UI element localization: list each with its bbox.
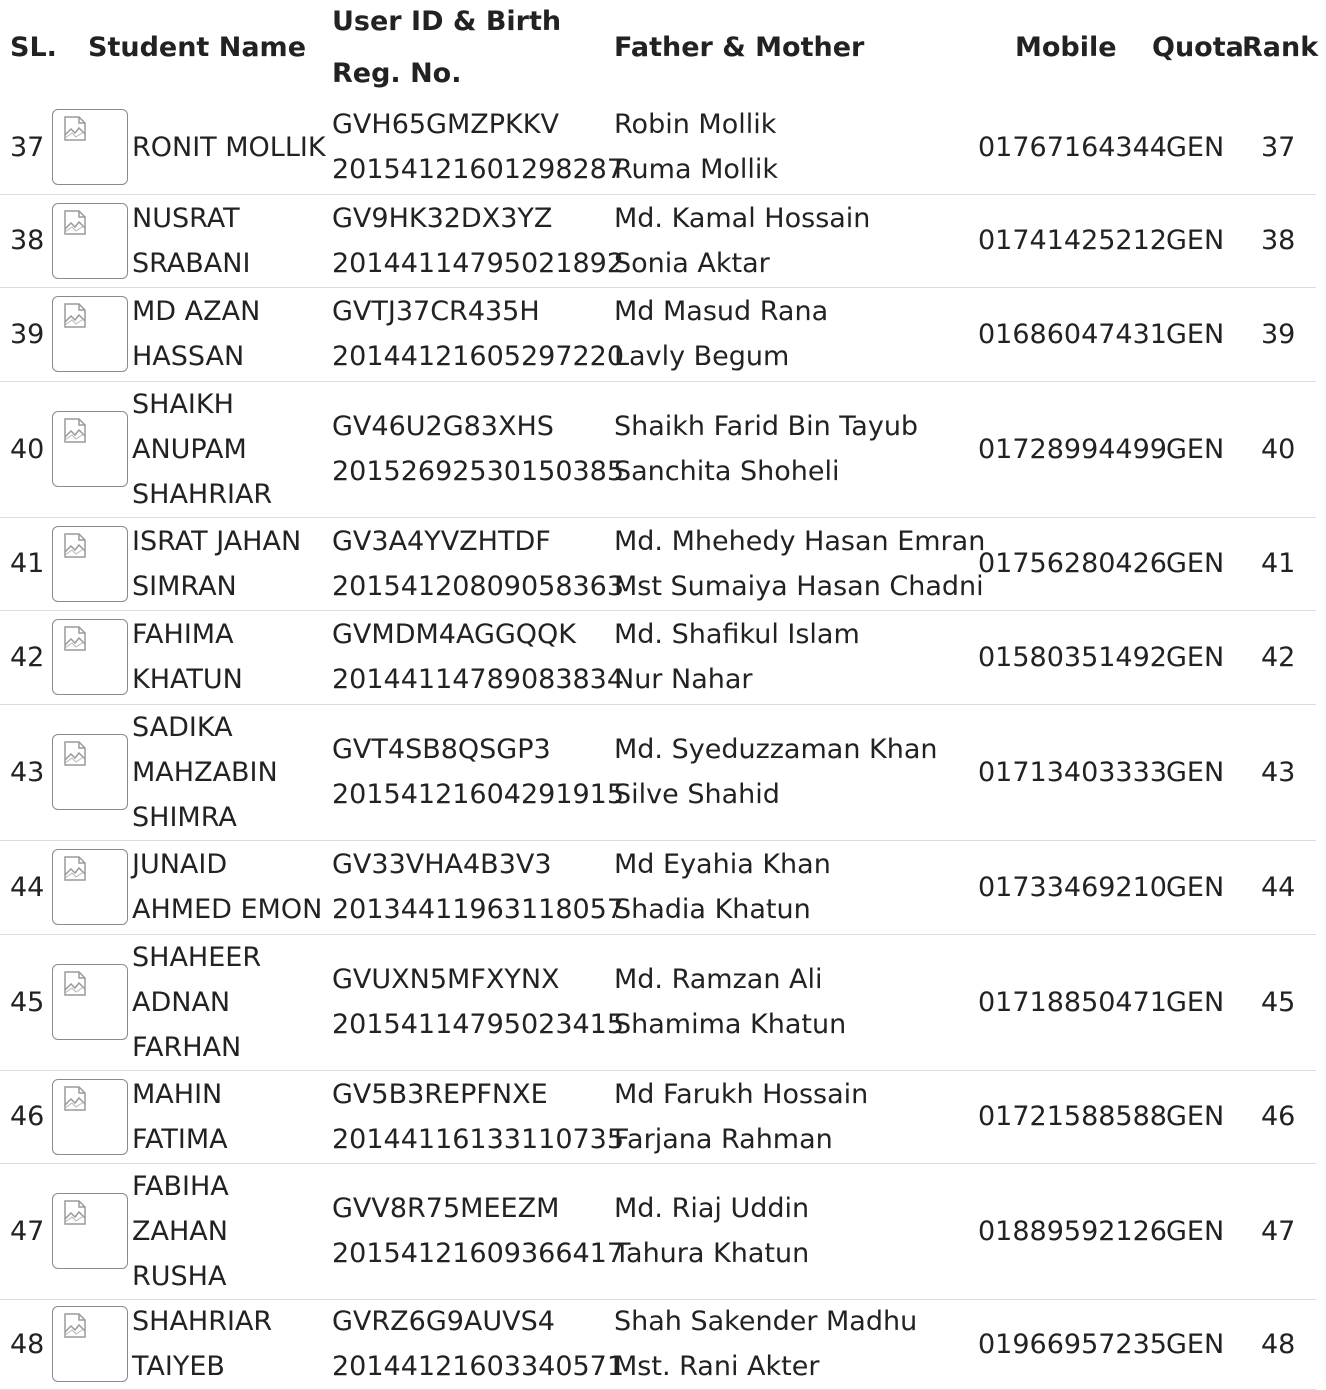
- student-name-line: RONIT MOLLIK: [132, 131, 326, 163]
- cell-sl: [10, 287, 44, 381]
- table-row: [0, 704, 1316, 841]
- header-quota: Quota: [1152, 32, 1244, 63]
- mother-name: Shadia Khatun: [614, 894, 811, 925]
- cell-father-mother: [614, 381, 918, 517]
- sl-value: 42: [10, 641, 45, 673]
- sl-value: 45: [10, 986, 45, 1018]
- table-row: [0, 1163, 1316, 1300]
- table-row: [0, 1070, 1316, 1164]
- cell-sl: [10, 704, 44, 840]
- quota-value: GEN: [1166, 433, 1225, 465]
- sl-value: 38: [10, 225, 45, 256]
- user-id: GVT4SB8QSGP3: [332, 734, 551, 765]
- quota-value: GEN: [1166, 1101, 1225, 1132]
- cell-user-id: [332, 934, 624, 1070]
- father-name: Md. Mhehedy Hasan Emran: [614, 525, 986, 557]
- mobile-number: 01713403333: [978, 756, 1167, 788]
- cell-sl: [10, 100, 44, 194]
- user-id: GVTJ37CR435H: [332, 296, 540, 327]
- cell-mobile: [978, 1070, 1167, 1163]
- header-student-name: Student Name: [88, 32, 307, 63]
- table-row: [0, 517, 1316, 611]
- mother-name: Shamima Khatun: [614, 1009, 847, 1040]
- cell-sl: [10, 517, 44, 610]
- table-row: [0, 934, 1316, 1071]
- cell-rank: [1261, 381, 1295, 517]
- cell-sl: [10, 840, 44, 934]
- birth-reg-no: 20144116133110735: [332, 1123, 625, 1155]
- cell-father-mother: [614, 100, 778, 194]
- broken-image-icon: [63, 533, 87, 559]
- mother-name: Mst. Rani Akter: [614, 1351, 820, 1382]
- quota-value: GEN: [1166, 131, 1225, 163]
- mother-name: Sanchita Shoheli: [614, 456, 840, 487]
- user-id: GVH65GMZPKKV: [332, 109, 559, 140]
- cell-user-id: [332, 381, 624, 517]
- cell-rank: [1261, 1299, 1295, 1389]
- mobile-number: 01966957235: [978, 1328, 1167, 1360]
- cell-student-name: [132, 840, 322, 934]
- cell-quota: [1166, 194, 1224, 287]
- cell-sl: [10, 1163, 44, 1299]
- father-name: Md Eyahia Khan: [614, 849, 831, 880]
- user-id: GV46U2G83XHS: [332, 411, 554, 442]
- rank-value: 47: [1261, 1215, 1296, 1247]
- cell-father-mother: [614, 287, 828, 381]
- student-photo: [52, 109, 128, 185]
- cell-student-name: [132, 100, 326, 194]
- student-name-line: SHIMRA: [132, 801, 237, 833]
- mother-name: Nur Nahar: [614, 664, 753, 695]
- cell-mobile: [978, 287, 1167, 381]
- student-photo: [52, 734, 128, 810]
- broken-image-icon: [63, 303, 87, 329]
- user-id: GV5B3REPFNXE: [332, 1078, 548, 1110]
- student-photo: [52, 1193, 128, 1269]
- broken-image-icon: [63, 418, 87, 444]
- cell-quota: [1166, 934, 1224, 1070]
- birth-reg-no: 20154121601298287: [332, 154, 625, 185]
- cell-mobile: [978, 517, 1167, 610]
- table-row: [0, 840, 1316, 935]
- cell-student-name: [132, 704, 278, 840]
- user-id: GVUXN5MFXYNX: [332, 964, 560, 995]
- cell-user-id: [332, 287, 624, 381]
- student-name-line: SHAHRIAR: [132, 478, 273, 510]
- student-name-line: SADIKA: [132, 711, 233, 743]
- quota-value: GEN: [1166, 871, 1225, 903]
- sl-value: 48: [10, 1328, 45, 1360]
- cell-quota: [1166, 1163, 1224, 1299]
- header-sl: SL.: [10, 32, 57, 63]
- cell-user-id: [332, 610, 624, 704]
- broken-image-icon: [63, 971, 87, 997]
- father-name: Md. Shafikul Islam: [614, 619, 860, 650]
- student-name-line: ISRAT JAHAN: [132, 525, 302, 557]
- student-name-line: TAIYEB: [132, 1351, 225, 1382]
- cell-father-mother: [614, 1299, 917, 1389]
- user-id: GVV8R75MEEZM: [332, 1193, 560, 1224]
- cell-mobile: [978, 100, 1167, 194]
- cell-student-name: [132, 934, 261, 1070]
- rank-value: 44: [1261, 871, 1296, 903]
- cell-user-id: [332, 194, 624, 287]
- mobile-number: 01756280426: [978, 548, 1167, 579]
- rank-value: 40: [1261, 433, 1296, 465]
- cell-user-id: [332, 100, 624, 194]
- user-id: GV33VHA4B3V3: [332, 849, 552, 880]
- birth-reg-no: 20152692530150385: [332, 456, 625, 487]
- student-photo: [52, 849, 128, 925]
- rank-value: 42: [1261, 641, 1296, 673]
- student-name-line: SIMRAN: [132, 570, 237, 602]
- broken-image-icon: [63, 626, 87, 652]
- student-name-line: FATIMA: [132, 1123, 228, 1155]
- cell-rank: [1261, 100, 1295, 194]
- student-photo: [52, 296, 128, 372]
- header-mobile: Mobile: [1015, 32, 1117, 63]
- cell-student-name: [132, 194, 250, 287]
- cell-student-name: [132, 1299, 272, 1389]
- cell-quota: [1166, 100, 1224, 194]
- mobile-number: 01728994499: [978, 433, 1167, 465]
- cell-student-name: [132, 287, 260, 381]
- birth-reg-no: 20144121605297220: [332, 341, 625, 372]
- header-father-mother: Father & Mother: [614, 32, 865, 63]
- mother-name: Farjana Rahman: [614, 1123, 833, 1155]
- cell-rank: [1261, 1070, 1295, 1163]
- user-id: GV3A4YVZHTDF: [332, 525, 551, 557]
- student-name-line: RUSHA: [132, 1260, 227, 1292]
- cell-mobile: [978, 704, 1167, 840]
- father-name: Md. Riaj Uddin: [614, 1193, 810, 1224]
- student-name-line: FAHIMA: [132, 619, 234, 650]
- table-row: [0, 381, 1316, 518]
- student-photo: [52, 964, 128, 1040]
- cell-father-mother: [614, 1163, 809, 1299]
- student-name-line: ZAHAN: [132, 1215, 228, 1247]
- father-name: Md. Ramzan Ali: [614, 964, 823, 995]
- quota-value: GEN: [1166, 548, 1225, 579]
- father-name: Robin Mollik: [614, 109, 777, 140]
- rank-value: 43: [1261, 756, 1296, 788]
- rank-value: 39: [1261, 318, 1296, 350]
- student-photo: [52, 411, 128, 487]
- cell-quota: [1166, 517, 1224, 610]
- cell-sl: [10, 1299, 44, 1389]
- student-name-line: ANUPAM: [132, 433, 247, 465]
- quota-value: GEN: [1166, 1215, 1225, 1247]
- father-name: Shah Sakender Madhu: [614, 1306, 918, 1337]
- table-row: [0, 100, 1316, 195]
- sl-value: 46: [10, 1101, 45, 1132]
- mother-name: Sonia Aktar: [614, 247, 770, 279]
- father-name: Md. Syeduzzaman Khan: [614, 734, 938, 765]
- birth-reg-no: 20154121604291915: [332, 779, 625, 810]
- cell-student-name: [132, 1070, 228, 1163]
- sl-value: 47: [10, 1215, 45, 1247]
- student-name-line: JUNAID: [132, 849, 228, 880]
- quota-value: GEN: [1166, 641, 1225, 673]
- student-name-line: SRABANI: [132, 247, 251, 279]
- student-name-line: ADNAN: [132, 986, 231, 1018]
- cell-sl: [10, 194, 44, 287]
- cell-user-id: [332, 1163, 624, 1299]
- sl-value: 40: [10, 433, 45, 465]
- father-name: Md. Kamal Hossain: [614, 202, 871, 234]
- cell-quota: [1166, 287, 1224, 381]
- mobile-number: 01718850471: [978, 986, 1167, 1018]
- student-photo: [52, 619, 128, 695]
- student-name-line: SHAHEER: [132, 941, 262, 973]
- mobile-number: 01733469210: [978, 871, 1167, 903]
- student-photo: [52, 526, 128, 602]
- quota-value: GEN: [1166, 1328, 1225, 1360]
- quota-value: GEN: [1166, 225, 1225, 256]
- student-name-line: MD AZAN: [132, 296, 261, 327]
- father-name: Shaikh Farid Bin Tayub: [614, 411, 919, 442]
- quota-value: GEN: [1166, 756, 1225, 788]
- student-name-line: AHMED EMON: [132, 894, 323, 925]
- mother-name: Mst Sumaiya Hasan Chadni: [614, 570, 984, 602]
- student-name-line: FABIHA: [132, 1170, 229, 1202]
- student-photo: [52, 1079, 128, 1155]
- father-name: Md Masud Rana: [614, 296, 829, 327]
- cell-student-name: [132, 610, 243, 704]
- rank-value: 45: [1261, 986, 1296, 1018]
- mother-name: Lavly Begum: [614, 341, 790, 372]
- sl-value: 37: [10, 131, 45, 163]
- student-name-line: HASSAN: [132, 341, 245, 372]
- student-name-line: MAHZABIN: [132, 756, 278, 788]
- cell-mobile: [978, 194, 1167, 287]
- quota-value: GEN: [1166, 318, 1225, 350]
- student-photo: [52, 1306, 128, 1382]
- header-user-id-line2: Reg. No.: [332, 58, 462, 89]
- cell-rank: [1261, 934, 1295, 1070]
- broken-image-icon: [63, 1313, 87, 1339]
- cell-sl: [10, 934, 44, 1070]
- student-name-line: SHAHRIAR: [132, 1306, 273, 1337]
- rank-value: 41: [1261, 548, 1296, 579]
- broken-image-icon: [63, 116, 87, 142]
- mother-name: Silve Shahid: [614, 779, 780, 810]
- cell-user-id: [332, 1299, 624, 1389]
- cell-user-id: [332, 1070, 624, 1163]
- student-name-line: SHAIKH: [132, 388, 234, 420]
- cell-user-id: [332, 704, 624, 840]
- cell-father-mother: [614, 1070, 868, 1163]
- broken-image-icon: [63, 210, 87, 236]
- cell-quota: [1166, 381, 1224, 517]
- birth-reg-no: 20144114795021892: [332, 247, 625, 279]
- mobile-number: 01741425212: [978, 225, 1167, 256]
- student-name-line: MAHIN: [132, 1078, 223, 1110]
- sl-value: 39: [10, 318, 45, 350]
- quota-value: GEN: [1166, 986, 1225, 1018]
- cell-rank: [1261, 517, 1295, 610]
- cell-father-mother: [614, 517, 985, 610]
- mobile-number: 01686047431: [978, 318, 1167, 350]
- father-name: Md Farukh Hossain: [614, 1078, 869, 1110]
- mother-name: Ruma Mollik: [614, 154, 779, 185]
- mobile-number: 01767164344: [978, 131, 1167, 163]
- broken-image-icon: [63, 1086, 87, 1112]
- cell-father-mother: [614, 840, 831, 934]
- cell-student-name: [132, 1163, 229, 1299]
- cell-mobile: [978, 840, 1167, 934]
- mobile-number: 01721588588: [978, 1101, 1167, 1132]
- broken-image-icon: [63, 741, 87, 767]
- birth-reg-no: 20154114795023415: [332, 1009, 625, 1040]
- cell-mobile: [978, 1299, 1167, 1389]
- table-row: [0, 287, 1316, 382]
- table-row: [0, 610, 1316, 705]
- cell-quota: [1166, 1299, 1224, 1389]
- sl-value: 41: [10, 548, 45, 579]
- birth-reg-no: 20154120809058363: [332, 570, 625, 602]
- rank-value: 37: [1261, 131, 1296, 163]
- birth-reg-no: 20144114789083834: [332, 664, 625, 695]
- cell-father-mother: [614, 704, 938, 840]
- mobile-number: 01580351492: [978, 641, 1167, 673]
- birth-reg-no: 20134411963118057: [332, 894, 625, 925]
- cell-father-mother: [614, 610, 860, 704]
- cell-rank: [1261, 287, 1295, 381]
- header-rank: Rank: [1242, 32, 1319, 63]
- cell-rank: [1261, 194, 1295, 287]
- cell-user-id: [332, 840, 624, 934]
- cell-father-mother: [614, 934, 846, 1070]
- sl-value: 43: [10, 756, 45, 788]
- cell-rank: [1261, 840, 1295, 934]
- student-photo: [52, 203, 128, 279]
- student-name-line: FARHAN: [132, 1031, 242, 1063]
- cell-quota: [1166, 610, 1224, 704]
- table-row: [0, 1299, 1316, 1390]
- broken-image-icon: [63, 856, 87, 882]
- cell-user-id: [332, 517, 624, 610]
- cell-mobile: [978, 381, 1167, 517]
- cell-father-mother: [614, 194, 870, 287]
- cell-mobile: [978, 1163, 1167, 1299]
- cell-quota: [1166, 840, 1224, 934]
- user-id: GV9HK32DX3YZ: [332, 202, 553, 234]
- rank-value: 38: [1261, 225, 1296, 256]
- cell-mobile: [978, 610, 1167, 704]
- cell-rank: [1261, 1163, 1295, 1299]
- mobile-number: 01889592126: [978, 1215, 1167, 1247]
- user-id: GVRZ6G9AUVS4: [332, 1306, 555, 1337]
- broken-image-icon: [63, 1200, 87, 1226]
- student-name-line: NUSRAT: [132, 202, 240, 234]
- student-name-line: KHATUN: [132, 664, 243, 695]
- mother-name: Tahura Khatun: [614, 1238, 810, 1269]
- cell-sl: [10, 381, 44, 517]
- cell-mobile: [978, 934, 1167, 1070]
- cell-sl: [10, 1070, 44, 1163]
- user-id: GVMDM4AGGQQK: [332, 619, 577, 650]
- rank-value: 46: [1261, 1101, 1296, 1132]
- cell-quota: [1166, 704, 1224, 840]
- cell-rank: [1261, 704, 1295, 840]
- table-row: [0, 194, 1316, 288]
- cell-student-name: [132, 381, 272, 517]
- cell-student-name: [132, 517, 301, 610]
- birth-reg-no: 20144121603340571: [332, 1351, 625, 1382]
- birth-reg-no: 20154121609366417: [332, 1238, 625, 1269]
- header-user-id-line1: User ID & Birth: [332, 6, 562, 37]
- cell-sl: [10, 610, 44, 704]
- cell-quota: [1166, 1070, 1224, 1163]
- cell-rank: [1261, 610, 1295, 704]
- sl-value: 44: [10, 871, 45, 903]
- rank-value: 48: [1261, 1328, 1296, 1360]
